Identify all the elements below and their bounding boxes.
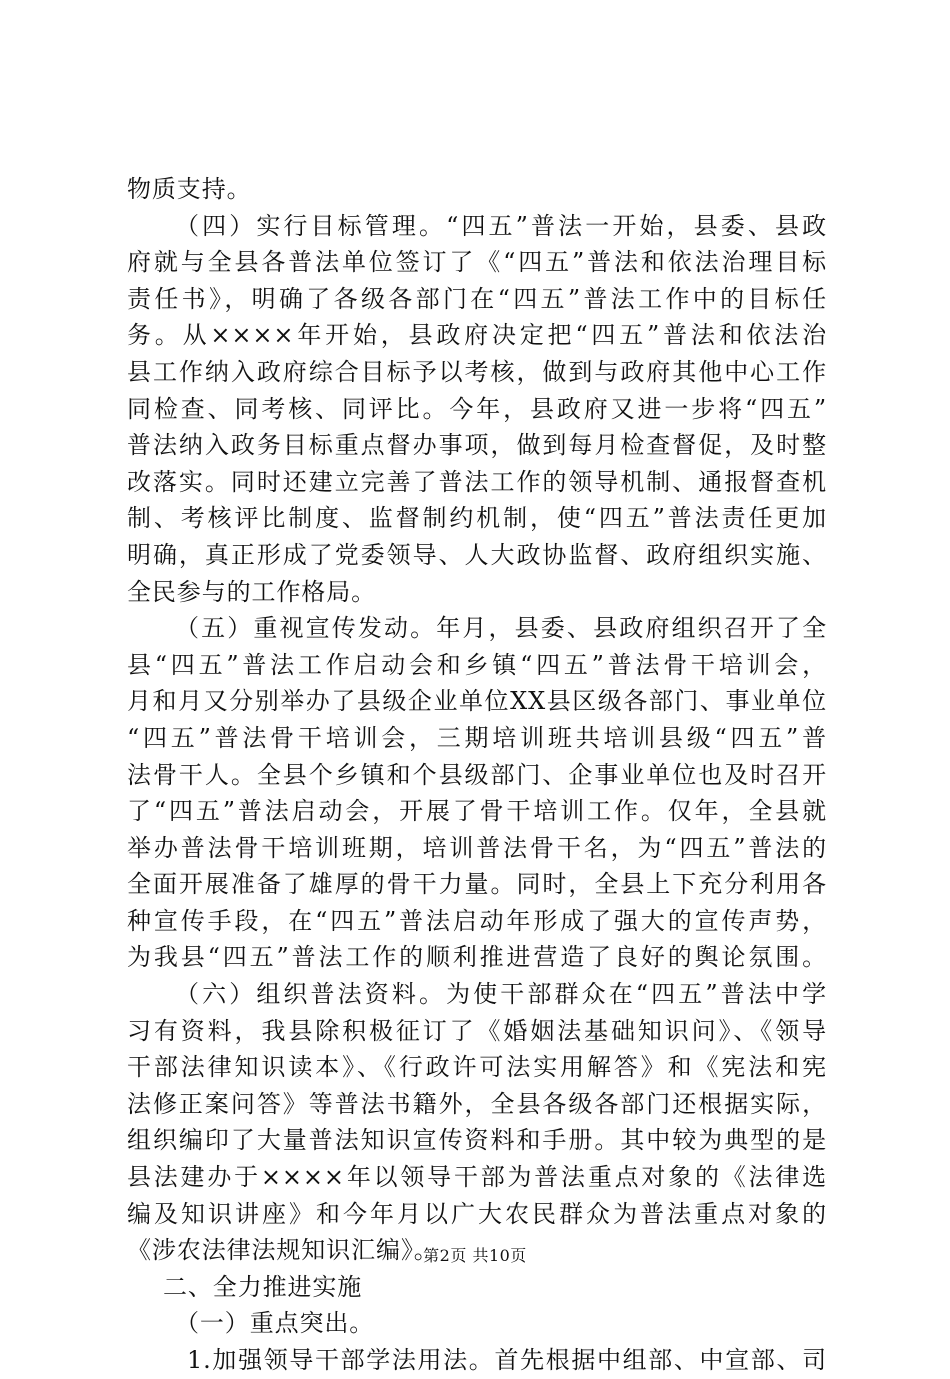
text-line: 同检查、同考核、同评比。今年，县政府又进一步将“四五” [127,394,827,423]
text-line: 举办普法骨干培训班期，培训普法骨干名，为“四五”普法的 [127,833,827,862]
text-line: 《涉农法律法规知识汇编》。 [127,1236,439,1265]
document-body [127,171,827,1379]
text-line: 干部法律知识读本》、《行政许可法实用解答》和《宪法和宪 [127,1053,827,1082]
section-heading: 二、全力推进实施 [163,1272,363,1301]
text-line: 县法建办于××××年以领导干部为普法重点对象的《法律选 [127,1163,827,1192]
text-line: 习有资料，我县除积极征订了《婚姻法基础知识问》、《领导 [127,1016,827,1045]
text-line: 全民参与的工作格局。 [127,577,376,606]
page-footer: 第2页 共10页 [423,1246,527,1265]
text-line: 物质支持。 [127,175,252,203]
paragraph-heading-line: （四）实行目标管理。“四五”普法一开始，县委、县政 [175,211,827,240]
text-line: 制、考核评比制度、监督制约机制，使“四五”普法责任更加 [127,504,827,533]
text-line: 种宣传手段，在“四五”普法启动年形成了强大的宣传声势， [127,906,827,935]
text-line: 月和月又分别举办了县级企业单位XX县区级各部门、事业单位 [127,687,827,716]
text-line: 法修正案问答》等普法书籍外，全县各级各部门还根据实际， [127,1089,827,1118]
text-line: 法骨干人。全县个乡镇和个县级部门、企事业单位也及时召开 [127,760,827,789]
paragraph-heading-line: （六）组织普法资料。为使干部群众在“四五”普法中学 [175,980,827,1009]
text-line: 责任书》，明确了各级各部门在“四五”普法工作中的目标任 [127,284,827,313]
text-line: 组织编印了大量普法知识宣传资料和手册。其中较为典型的是 [127,1126,827,1155]
subsection-heading: （一）重点突出。 [175,1309,375,1338]
text-line: 县“四五”普法工作启动会和乡镇“四五”普法骨干培训会， [127,650,827,679]
text-line: 了“四五”普法启动会，开展了骨干培训工作。仅年，全县就 [127,797,827,826]
text-line: 县工作纳入政府综合目标予以考核，做到与政府其他中心工作 [127,357,827,386]
text-line: 府就与全县各普法单位签订了《“四五”普法和依法治理目标 [127,248,827,277]
numbered-item-line: 1.加强领导干部学法用法。首先根据中组部、中宣部、司 [187,1346,827,1374]
text-line: 明确，真正形成了党委领导、人大政协监督、政府组织实施、 [127,540,827,569]
text-line: 全面开展准备了雄厚的骨干力量。同时，全县上下充分利用各 [127,870,827,899]
text-line: 改落实。同时还建立完善了普法工作的领导机制、通报督查机 [127,467,827,496]
text-line: 编及知识讲座》和今年月以广大农民群众为普法重点对象的 [127,1199,827,1228]
text-line: 务。从××××年开始，县政府决定把“四五”普法和依法治 [127,321,827,350]
text-line: 为我县“四五”普法工作的顺利推进营造了良好的舆论氛围。 [127,943,827,972]
text-line: “四五”普法骨干培训会，三期培训班共培训县级“四五”普 [127,723,827,752]
paragraph-heading-line: （五）重视宣传发动。年月，县委、县政府组织召开了全 [175,614,827,643]
text-line: 普法纳入政务目标重点督办事项，做到每月检查督促，及时整 [127,431,827,460]
